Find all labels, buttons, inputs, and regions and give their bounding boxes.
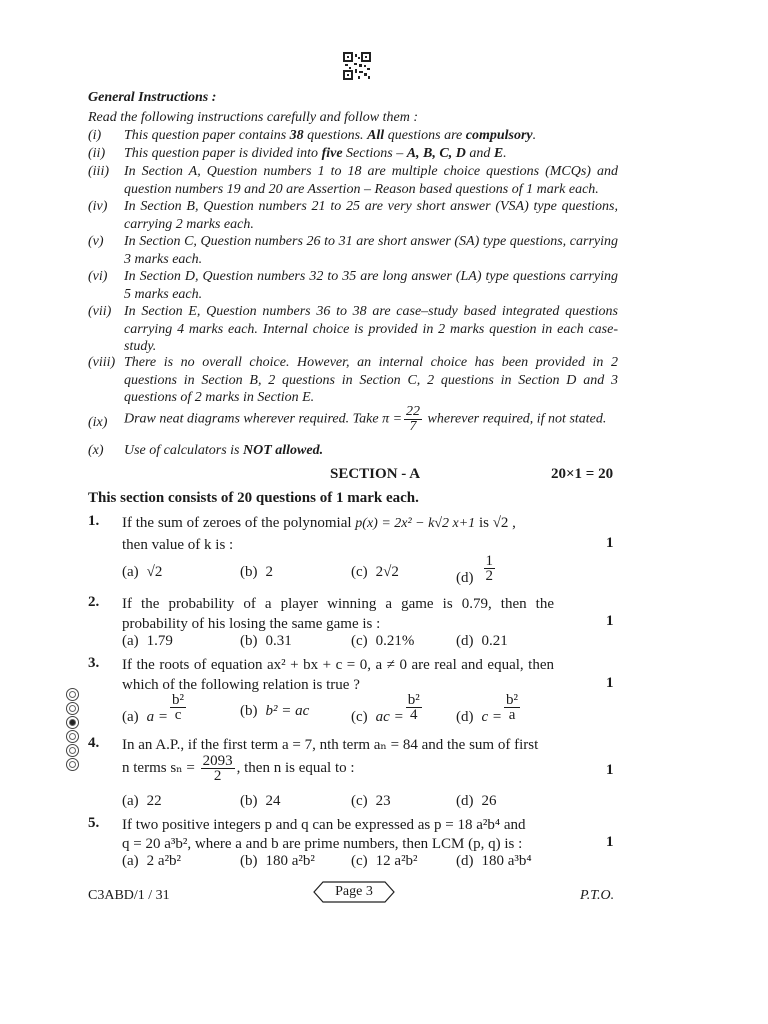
instruction-number: (iv)	[88, 199, 108, 214]
instruction-text: In Section B, Question numbers 21 to 25 are very short answer (VSA) type questions, carrying 2 marks each.	[124, 199, 618, 232]
instruction-item	[88, 163, 618, 199]
paper-code: C3ABD/1 / 31	[88, 888, 170, 903]
question-text: If the sum of zeroes of the polynomial p(x) = 2x² − k√2 x+1 is √2 ,	[122, 515, 516, 531]
instruction-number: (vii)	[88, 304, 112, 319]
instruction-item	[88, 127, 618, 145]
option-d: (d) 0.21	[456, 633, 508, 649]
instructions-heading: General Instructions :	[88, 90, 217, 105]
question-mark: 1	[606, 762, 614, 778]
pto-label: P.T.O.	[580, 888, 615, 903]
option-c: (c) 12 a²b²	[351, 853, 418, 869]
question-mark: 1	[606, 613, 614, 629]
question-text: n terms sₙ = $\frac{2093}{2}$ , then n is equal to :	[122, 753, 355, 784]
instruction-item	[88, 405, 618, 439]
question-number: 3.	[88, 655, 100, 671]
instruction-number: (v)	[88, 234, 104, 249]
instruction-text: This question paper is divided into five Sections – A, B, C, D and E.	[124, 146, 507, 161]
option-b: (b) b² = ac	[240, 703, 310, 719]
instructions-intro: Read the following instructions carefully and follow them :	[88, 110, 419, 125]
instruction-number: (i)	[88, 128, 102, 143]
instruction-number: (viii)	[88, 355, 116, 370]
page-number-badge	[313, 881, 395, 903]
question-text: If the probability of a player winning a game is 0.79, then the probability of his losing the same game is :	[122, 596, 554, 632]
option-a: (a) 22	[122, 793, 162, 809]
question-number: 1.	[88, 513, 100, 529]
option-a: (a) 1.79	[122, 633, 173, 649]
instruction-number: (ix)	[88, 415, 108, 430]
option-c: (c) 23	[351, 793, 391, 809]
question-text: q = 20 a³b², where a and b are prime numbers, then LCM (p, q) is :	[122, 836, 523, 852]
instruction-text: Use of calculators is NOT allowed.	[124, 443, 324, 458]
section-marks: 20×1 = 20	[551, 466, 614, 482]
instruction-item	[88, 268, 618, 304]
option-d: (d) $\frac{1}{2}$	[456, 553, 493, 586]
option-b: (b) 180 a²b²	[240, 853, 315, 869]
instruction-text: In Section A, Question numbers 1 to 18 are multiple choice questions (MCQs) and question numbers 19 and 20 are Assertion – Reason based questions of 1 mark each.	[124, 164, 618, 197]
instruction-number: (x)	[88, 443, 104, 458]
qr-code-icon	[343, 52, 371, 80]
option-b: (b) 2	[240, 564, 273, 580]
instruction-text: There is no overall choice. However, an internal choice has been provided in 2 questions in Section B, 2 questions in Section C, 2 questions in Section D and 3 questions of 2 marks in Section E.	[124, 355, 618, 405]
instruction-item	[88, 442, 618, 460]
instruction-text: Draw neat diagrams wherever required. Take π = $\frac{22}{7}$ wherever required, if not stated.	[124, 404, 607, 434]
option-c: (c) 0.21%	[351, 633, 415, 649]
question-text: If two positive integers p and q can be expressed as p = 18 a²b⁴ and	[122, 817, 526, 833]
option-c: (c) ac = $\frac{\text{b²}}{4}$	[351, 692, 420, 725]
question-number: 2.	[88, 594, 100, 610]
instruction-number: (vi)	[88, 269, 108, 284]
question-mark: 1	[606, 834, 614, 850]
section-description: This section consists of 20 questions of 1 mark each.	[88, 490, 419, 506]
instruction-item	[88, 198, 618, 234]
instruction-text: In Section C, Question numbers 26 to 31 are short answer (SA) type questions, carrying 3 marks each.	[124, 234, 618, 267]
option-a: (a) 2 a²b²	[122, 853, 182, 869]
option-c: (c) 2√2	[351, 564, 399, 580]
question-text: If the roots of equation ax² + bx + c = 0, a ≠ 0 are real and equal, then which of the following relation is true ?	[122, 657, 554, 693]
question-mark: 1	[606, 535, 614, 551]
question-number: 5.	[88, 815, 100, 831]
question-mark: 1	[606, 675, 614, 691]
page-number: Page 3	[335, 884, 373, 899]
option-b: (b) 24	[240, 793, 281, 809]
option-d: (d) 180 a³b⁴	[456, 853, 532, 869]
option-b: (b) 0.31	[240, 633, 292, 649]
instruction-number: (iii)	[88, 164, 109, 179]
instruction-item	[88, 303, 618, 357]
instruction-text: This question paper contains 38 questions. All questions are compulsory.	[124, 128, 537, 143]
section-title: SECTION - A	[330, 466, 421, 482]
instruction-text: In Section D, Question numbers 32 to 35 are long answer (LA) type questions carrying 5 marks each.	[124, 269, 618, 302]
margin-rings-icon	[66, 688, 80, 772]
instruction-text: In Section E, Question numbers 36 to 38 are case–study based integrated questions carrying 4 marks each. Internal choice is provided in 2 marks question in each case-study.	[124, 304, 618, 354]
instruction-number: (ii)	[88, 146, 106, 161]
instruction-item	[88, 354, 618, 408]
question-text: In an A.P., if the first term a = 7, nth term aₙ = 84 and the sum of first	[122, 737, 539, 753]
option-a: (a) a = $\frac{\text{b²}}{c}$	[122, 692, 185, 725]
question-number: 4.	[88, 735, 100, 751]
question-text: then value of k is :	[122, 537, 234, 553]
instruction-item	[88, 233, 618, 269]
option-d: (d) c = $\frac{\text{b²}}{a}$	[456, 692, 519, 725]
option-d: (d) 26	[456, 793, 497, 809]
option-a: (a) √2	[122, 564, 163, 580]
pi-fraction: $\frac{22}{7}$	[406, 404, 421, 434]
instruction-item	[88, 145, 618, 163]
